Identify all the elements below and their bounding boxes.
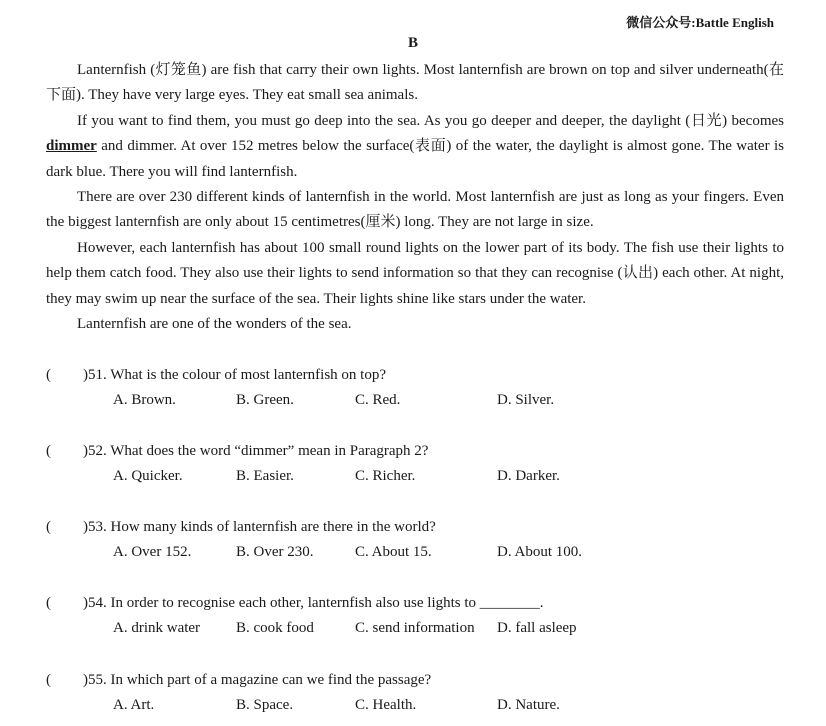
- question-text: 51. What is the colour of most lanternfish on top?: [88, 367, 387, 383]
- option-a: A. Art.: [113, 697, 155, 713]
- question-55: [46, 668, 786, 718]
- paragraph-4: However, each lanternfish has about 100 small round lights on the lower part of its body. The fish use their lights to help them catch food. They also use their lights to send information so that they can recognise (认出) each other. At night, they may swim up near the surface of the sea. Their lights shine like stars under the water.: [46, 239, 784, 307]
- option-c: C. Health.: [355, 697, 417, 713]
- question-stem: [83, 515, 436, 540]
- option-c: C. send information: [355, 620, 475, 636]
- answer-paren-open: (: [46, 595, 51, 611]
- reading-passage: [46, 58, 784, 337]
- option-b: B. Over 230.: [236, 544, 314, 560]
- question-text: 53. How many kinds of lanternfish are there in the world?: [88, 519, 436, 535]
- option-c: C. Richer.: [355, 468, 416, 484]
- answer-paren-close: ): [83, 443, 88, 459]
- answer-paren-close: ): [83, 519, 88, 535]
- option-a: A. Over 152.: [113, 544, 192, 560]
- keyword-dimmer: dimmer: [46, 138, 97, 155]
- answer-paren-open: (: [46, 367, 51, 383]
- question-stem: [83, 363, 386, 388]
- question-53: [46, 515, 786, 565]
- option-d: D. Silver.: [497, 392, 555, 408]
- option-a: A. Brown.: [113, 392, 176, 408]
- question-stem: [83, 668, 431, 693]
- question-text: 52. What does the word “dimmer” mean in Paragraph 2?: [88, 443, 429, 459]
- paragraph-2: [46, 109, 784, 185]
- question-51: [46, 363, 786, 413]
- paragraph-1: Lanternfish (灯笼鱼) are fish that carry their own lights. Most lanternfish are brown on top and silver underneath(在下面). They have very large eyes. They eat small sea animals.: [46, 62, 784, 104]
- question-52: [46, 439, 786, 489]
- answer-paren-close: ): [83, 595, 88, 611]
- question-stem: [83, 439, 428, 464]
- paragraph-3: There are over 230 different kinds of lanternfish in the world. Most lanternfish are just as long as your fingers. Even the biggest lanternfish are only about 15 centimetres(厘米) long. They are not large in size.: [46, 189, 784, 231]
- answer-paren-open: (: [46, 443, 51, 459]
- section-title: B: [407, 35, 418, 51]
- question-54: [46, 591, 786, 641]
- option-a: A. Quicker.: [113, 468, 183, 484]
- paragraph-2-end: and dimmer. At over 152 metres below the surface(表面) of the water, the daylight is almost gone. The water is dark blue. There you will find lanternfish.: [46, 138, 784, 180]
- option-c: C. About 15.: [355, 544, 432, 560]
- option-b: B. Green.: [236, 392, 294, 408]
- answer-paren-open: (: [46, 672, 51, 688]
- question-text: 54. In order to recognise each other, lanternfish also use lights to ________.: [88, 595, 544, 611]
- option-c: C. Red.: [355, 392, 401, 408]
- option-d: D. Darker.: [497, 468, 560, 484]
- answer-paren-open: (: [46, 519, 51, 535]
- option-b: B. Space.: [236, 697, 294, 713]
- question-stem: [83, 591, 544, 616]
- answer-paren-close: ): [83, 672, 88, 688]
- option-d: D. Nature.: [497, 697, 560, 713]
- answer-paren-close: ): [83, 367, 88, 383]
- option-d: D. About 100.: [497, 544, 583, 560]
- option-b: B. Easier.: [236, 468, 294, 484]
- question-text: 55. In which part of a magazine can we find the passage?: [88, 672, 432, 688]
- source-header: 微信公众号:Battle English: [626, 15, 774, 30]
- paragraph-2-start: If you want to find them, you must go deep into the sea. As you go deeper and deeper, the daylight (日光) becomes: [77, 112, 784, 129]
- option-a: A. drink water: [113, 620, 201, 636]
- option-d: D. fall asleep: [497, 620, 577, 636]
- option-b: B. cook food: [236, 620, 314, 636]
- paragraph-5: Lanternfish are one of the wonders of the sea.: [77, 316, 352, 333]
